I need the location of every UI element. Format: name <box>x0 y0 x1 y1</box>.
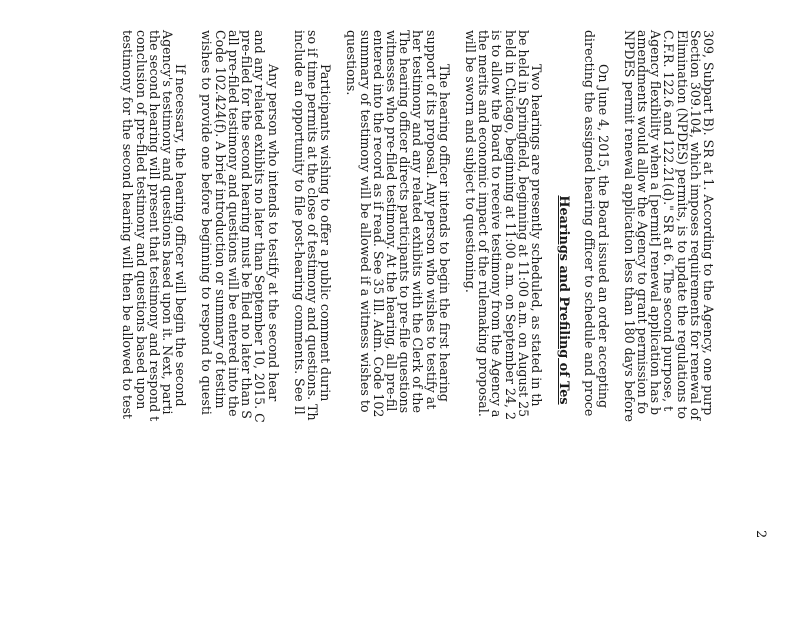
paragraph-board-order: On June 4, 2015, the Board issued an order accepting directing the assigned hearing officer to schedule and proce <box>582 30 611 417</box>
section-heading: Hearings and Prefiling of Tes <box>556 195 572 405</box>
document-body <box>108 30 715 570</box>
paragraph-public-comment: Participants wishing to offer a public comment durin so if time permits at the close of testimony and questions. Th include an opportunity to file post-hearing comments. See Il <box>291 30 334 421</box>
paragraph-first-hearing: The hearing officer intends to begin the first hearing support of its proposal. Any person who wishes to testify at her testimony and any related exhibits with the Clerk of the The hearing officer directs participants to pre-file questions witnesses who pre-filed testimony. At the hearing, all pre-fil entered into the record as if read. See 35 Ill. Adm. Code 102 summary of testimony will be allowed if a witness wishes to questions. <box>344 30 452 418</box>
paragraph-rulemaking-purpose: 309, Subpart B). SR at 1. According to the Agency, one purp Section 309.104, which imposes requirements for renewal of Elimination (NPDES) permits, is to update the regulations to C.F.R. 122.6 and 122.21(d)." SR at 6. The second purpose, t Agency flexibility when a [permit] renewal application has b amendments would allow the Agency to grant permission fo NPDES permit renewal application less than 180 days before <box>621 30 716 422</box>
paragraph-second-hearing-order: If necessary, the hearing officer will begin the second Agency's testimony and questions based upon it. Next, parti the second hearing will present that testimony and respond t conclusion of pre-filed testimony and questions based upon testimony for the second hearing will then be allowed to test <box>120 30 189 422</box>
paragraph-second-hearing: Any person who intends to testify at the second hear and any related exhibits no later than September 10, 2015. C pre-filed for the second hearing must be filed no later than S all pre-filed testimony and questions will be entered into the Code 102.424(f). A brief introduction or summary of testim wishes to provide one before beginning to respond to questi <box>199 30 281 423</box>
page-number: 2 <box>753 530 768 539</box>
paragraph-hearings-scheduled: Two hearings are presently scheduled, as stated in th be held in Springfield, beginning at 11:00 a.m. on August 25 held in Chicago, beginning at 11:00 a.m. on September 24, 2 is to allow the Board to receive testimony from the Agency a the merits and economic impact of the rulemaking proposal. will be sworn and subject to questioning. <box>462 30 544 421</box>
